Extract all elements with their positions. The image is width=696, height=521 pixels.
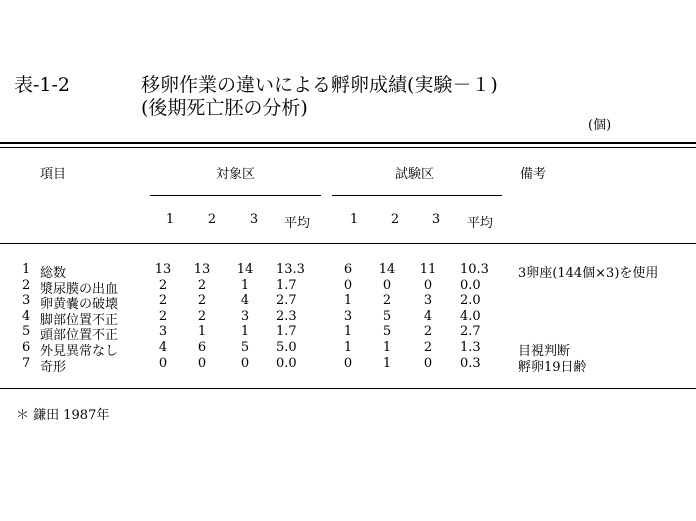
cell-value: 2 (197, 308, 207, 324)
cell-value: 2 (158, 293, 168, 309)
cell-value: 1 (343, 324, 353, 340)
row-label: 総数 (40, 266, 67, 281)
cell-value: 6 (343, 262, 353, 277)
row-label: 漿尿膜の出血 (40, 281, 119, 297)
cell-value: 4 (158, 340, 168, 355)
cell-value: 2 (158, 308, 168, 324)
cell-average: 0.3 (460, 355, 481, 371)
cell-value: 2 (423, 324, 433, 340)
row-label: 奇形 (40, 359, 67, 375)
cell-value: 13 (193, 262, 211, 277)
row-label: 卵黄嚢の破壊 (40, 297, 119, 313)
cell-average: 2.7 (276, 293, 297, 309)
cell-average: 4.0 (460, 308, 481, 324)
cell-average: 5.0 (276, 340, 297, 355)
cell-value: 5 (382, 324, 392, 340)
row-remark: 3卵座(144個×3)を使用 (518, 266, 659, 281)
cell-value: 4 (240, 293, 250, 309)
cell-value: 0 (158, 355, 168, 371)
row-label: 脚部位置不正 (40, 312, 119, 328)
header-group-target: 対象区 (216, 167, 256, 182)
cell-value: 14 (236, 262, 254, 277)
sub-header: 3 (431, 212, 441, 227)
cell-value: 6 (197, 340, 207, 355)
table-subtitle: (後期死亡胚の分析) (141, 97, 308, 119)
cell-average: 13.3 (276, 262, 305, 277)
cell-value: 1 (240, 324, 250, 340)
cell-value: 4 (423, 308, 433, 324)
cell-value: 0 (343, 355, 353, 371)
cell-value: 0 (423, 277, 433, 293)
cell-average: 0.0 (460, 277, 481, 293)
header-remarks: 備考 (520, 167, 547, 182)
header-rule (0, 243, 696, 244)
cell-value: 1 (382, 340, 392, 355)
cell-value: 5 (240, 340, 250, 355)
cell-value: 2 (197, 293, 207, 309)
top-rule-inner (0, 147, 696, 148)
header-group-test: 試験区 (395, 167, 435, 182)
sub-header: 3 (249, 212, 259, 227)
cell-value: 2 (158, 277, 168, 293)
cell-value: 3 (423, 293, 433, 309)
sub-header-average: 平均 (466, 216, 493, 231)
row-label: 頭部位置不正 (40, 328, 119, 344)
cell-value: 3 (158, 324, 168, 340)
cell-value: 0 (197, 355, 207, 371)
cell-value: 3 (343, 308, 353, 324)
cell-value: 5 (382, 308, 392, 324)
row-number: 2 (22, 277, 31, 293)
cell-value: 0 (382, 277, 392, 293)
cell-value: 2 (382, 293, 392, 309)
cell-value: 0 (423, 355, 433, 371)
cell-value: 14 (378, 262, 396, 277)
sub-header: 2 (390, 212, 400, 227)
row-number: 4 (22, 308, 31, 324)
header-item: 項目 (40, 167, 67, 182)
cell-value: 0 (240, 355, 250, 371)
cell-value: 1 (343, 340, 353, 355)
cell-value: 11 (419, 262, 437, 277)
cell-average: 10.3 (460, 262, 489, 277)
group-test-rule (332, 195, 502, 196)
row-remark: 孵卵19日齢 (518, 359, 587, 375)
cell-value: 1 (382, 355, 392, 371)
table-number: 表-1-2 (14, 74, 71, 96)
row-remark: 目視判断 (518, 344, 571, 359)
cell-average: 2.3 (276, 308, 297, 324)
cell-value: 2 (423, 340, 433, 355)
group-target-rule (150, 195, 321, 196)
row-number: 6 (22, 340, 31, 355)
cell-value: 1 (240, 277, 250, 293)
cell-average: 2.0 (460, 293, 481, 309)
row-label: 外見異常なし (40, 344, 119, 359)
cell-value: 2 (197, 277, 207, 293)
table-title: 移卵作業の違いによる孵卵成績(実験－１) (141, 74, 498, 96)
row-number: 5 (22, 324, 31, 340)
row-number: 1 (22, 262, 31, 277)
cell-average: 0.0 (276, 355, 297, 371)
footnote: ＊ 鎌田 1987年 (16, 408, 110, 423)
cell-average: 2.7 (460, 324, 481, 340)
sub-header-average: 平均 (283, 216, 310, 231)
row-number: 7 (22, 355, 31, 371)
cell-value: 1 (343, 293, 353, 309)
cell-average: 1.7 (276, 277, 297, 293)
unit-label: (個) (588, 118, 612, 133)
bottom-rule (0, 388, 696, 389)
cell-average: 1.7 (276, 324, 297, 340)
cell-value: 0 (343, 277, 353, 293)
cell-value: 1 (197, 324, 207, 340)
sub-header: 1 (165, 212, 175, 227)
cell-value: 3 (240, 308, 250, 324)
top-rule (0, 142, 696, 144)
row-number: 3 (22, 293, 31, 309)
cell-average: 1.3 (460, 340, 481, 355)
sub-header: 1 (349, 212, 359, 227)
cell-value: 13 (154, 262, 172, 277)
sub-header: 2 (207, 212, 217, 227)
